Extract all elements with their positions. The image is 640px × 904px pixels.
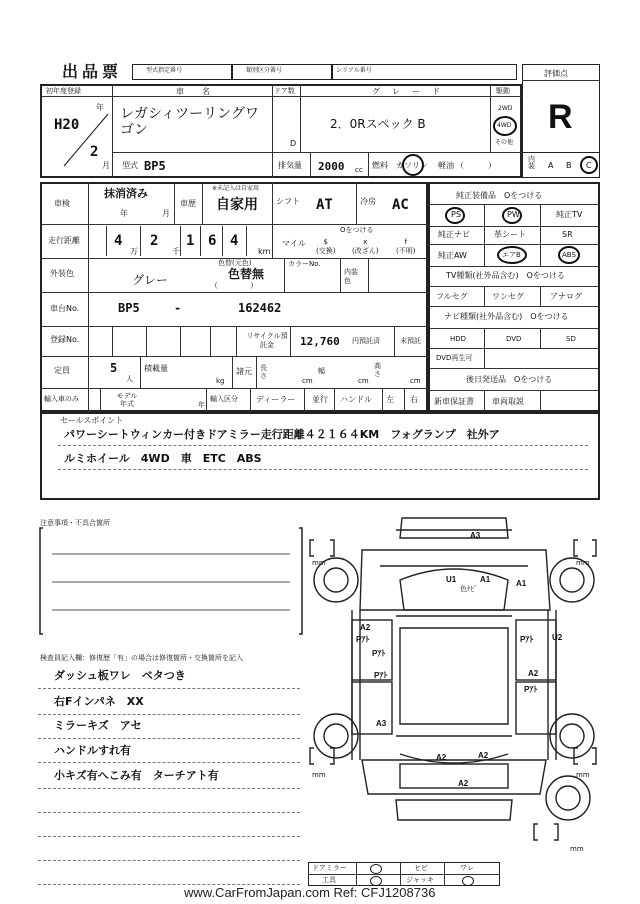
width-label: 幅: [318, 367, 325, 375]
dvd-playback: DVD再生可: [436, 354, 473, 362]
fuel-label: 燃料: [372, 161, 388, 170]
chassis-label: 車台No.: [50, 304, 80, 313]
import-label: 輸入車のみ: [44, 395, 79, 403]
ac: AC: [392, 197, 409, 213]
type-cert-label: 型式指定番号: [146, 67, 183, 74]
mileage-option-tamper: x (改ざん): [352, 238, 379, 255]
sen-unit: 千: [172, 247, 180, 256]
equip-pw-circle: [502, 207, 522, 224]
first-reg-month: 2: [90, 144, 99, 160]
car-damage-diagram: [300, 510, 600, 880]
bt-mirror: ドアミラー: [312, 864, 347, 872]
code-a2-rear-left: A2: [436, 753, 447, 762]
sales-points-line2: ルミホイール 4WD 車 ETC ABS: [64, 452, 262, 465]
interior-c-circle: [580, 156, 598, 174]
mileage-option-unknown: f (不明): [396, 238, 416, 255]
dealer-option: ディーラー: [256, 395, 296, 404]
model-year-label: モデル年式: [116, 392, 138, 408]
code-a1-right: A1: [516, 579, 527, 588]
drive-2wd: 2WD: [498, 105, 513, 112]
code-patch-right-rear: Pｱﾄ: [524, 685, 538, 694]
mm-spare: mm: [570, 845, 584, 853]
parallel-option: 並行: [312, 395, 328, 404]
handle-right: 右: [410, 395, 418, 404]
fuel-gas-circle: [402, 154, 424, 176]
nav-dvd: DVD: [506, 335, 522, 343]
equip-ps-circle: [445, 207, 465, 224]
bt-tools: 工具: [322, 876, 336, 884]
color: グレー: [132, 273, 169, 287]
mileage-options-header: Oをつける: [340, 226, 374, 234]
grade-label: グレード: [372, 87, 452, 96]
equipment-header: 純正装備品 Oをつける: [456, 191, 543, 200]
inspection-month: 月: [162, 209, 170, 218]
repaint: 色替無: [228, 267, 265, 281]
shift-label: シフト: [276, 197, 300, 206]
model: BP5: [144, 159, 166, 173]
notes-box: [38, 526, 304, 638]
first-reg-label: 初年度登録: [46, 87, 81, 95]
capacity-label: 定員: [54, 366, 70, 375]
mile-label: マイル: [282, 239, 306, 248]
month-unit: 月: [102, 161, 110, 170]
length-label: 長さ: [260, 364, 267, 380]
mileage-option-exchange: $ (交換): [316, 238, 336, 255]
load-label: 積載量: [144, 364, 168, 373]
equip-pw: PW: [507, 210, 520, 219]
equip-airbag: エアB: [502, 251, 521, 259]
model-label: 型式: [122, 161, 138, 170]
shift: AT: [316, 197, 333, 213]
km-unit: km: [258, 247, 271, 256]
code-a3-left: A3: [376, 719, 387, 728]
chassis-dash: -: [174, 301, 182, 315]
height-cm: cm: [410, 377, 421, 385]
car-name-label: 車名: [176, 87, 228, 96]
handle-label: ハンドル: [340, 395, 372, 404]
tv-header: TV種類(社外品含む) Oをつける: [446, 271, 565, 280]
first-reg-year: H20: [54, 117, 80, 133]
vehicle-use: 自家用: [216, 197, 258, 213]
mileage-digit-1: 4: [114, 233, 123, 249]
inspector-label: 検査員記入欄：修復歴「有」の場合は修復箇所・交換箇所を記入: [40, 654, 243, 662]
chassis-number: 162462: [238, 301, 282, 315]
after-manual: 車両取説: [492, 397, 524, 406]
nav-sd: SD: [566, 335, 576, 343]
car-name: レガシィツーリングワゴン: [120, 106, 259, 138]
ac-label: 冷房: [360, 197, 376, 206]
tv-analog: アナログ: [550, 292, 582, 301]
interior-b: B: [566, 161, 572, 170]
model-year-suffix: 年: [198, 401, 205, 409]
nav-hdd: HDD: [450, 335, 467, 343]
width-cm: cm: [358, 377, 369, 385]
note-line-5: 小キズ有へこみ有 ターチアト有: [54, 769, 219, 782]
recycle-unpaid: 未預託: [400, 337, 421, 345]
handle-left: 左: [386, 395, 394, 404]
code-a2-rear-bumper: A2: [458, 779, 469, 788]
interior-c: C: [586, 161, 592, 170]
reg-no-label: 登録No.: [50, 335, 80, 344]
code-a2-right-door: A2: [528, 669, 539, 678]
equip-ps: PS: [451, 210, 461, 219]
drive-other: その他: [495, 139, 514, 146]
interior-label: 内装: [528, 155, 535, 170]
bt-break: ワレ: [460, 864, 474, 872]
code-patch-left-front: Pｱﾄ: [356, 635, 370, 644]
class-label: 類別区分番号: [246, 67, 283, 74]
sales-points-label: セールスポイント: [60, 416, 124, 425]
dims-label: 諸元: [236, 367, 252, 376]
serial-label: シリアル番号: [336, 67, 372, 74]
mileage-label: 走行距離: [48, 236, 80, 245]
code-patch-left-door: Pｱﾄ: [372, 649, 386, 658]
equip-abs-circle: [558, 246, 580, 264]
reg-slash: [60, 112, 110, 168]
displacement-label: 排気量: [278, 161, 302, 170]
length-cm: cm: [302, 377, 313, 385]
mileage-digit-2: 2: [150, 233, 159, 249]
chassis-prefix: BP5: [118, 301, 140, 315]
code-patch-right-front: Pｱﾄ: [520, 635, 534, 644]
drive-label: 駆動: [496, 87, 510, 95]
inspection-value: 抹消済み: [104, 187, 148, 200]
door-label: ドア数: [274, 87, 295, 95]
displacement: 2000: [318, 160, 345, 173]
after-warranty: 新車保証書: [434, 397, 474, 406]
vehicle-use-label: 車歴: [180, 199, 196, 208]
equip-leather: 革シート: [494, 230, 526, 239]
mm-front-right: mm: [576, 559, 590, 567]
code-a2-left-front: A2: [360, 623, 371, 632]
drive-4wd: 4WD: [497, 122, 512, 129]
evaluation-score: R: [548, 98, 573, 136]
page-title: 出品票: [62, 62, 123, 81]
equip-abs: ABS: [562, 251, 576, 259]
note-line-2: 右Fインパネ XX: [54, 695, 144, 708]
cc-unit: cc: [355, 166, 363, 174]
note-line-4: ハンドルすれ有: [54, 744, 131, 757]
door-d: D: [290, 139, 297, 148]
recycle-paid: 円預託済: [352, 337, 380, 345]
vehicle-use-note: ※未記入は自家用: [212, 185, 260, 192]
bt-mirror-circle: [370, 864, 382, 874]
fuel-light: 軽油: [438, 161, 454, 170]
drive-4wd-circle: [493, 116, 517, 136]
code-a3-front: A3: [470, 531, 481, 540]
equip-tv: 純正TV: [556, 210, 583, 219]
mileage-digit-5: 4: [230, 233, 239, 249]
mileage-digit-4: 6: [208, 233, 217, 249]
inspection-year: 年: [120, 209, 128, 218]
code-u1: U1: [446, 575, 457, 584]
nav-header: ナビ種類(社外品含む) Oをつける: [444, 312, 569, 321]
bt-crack: ヒビ: [414, 864, 428, 872]
height-label: 高さ: [374, 362, 381, 378]
repaint-label: 色替(元色): [218, 259, 252, 267]
code-a2-rear-right: A2: [478, 751, 489, 760]
tv-fullseg: フルセグ: [436, 292, 468, 301]
color-label: 外装色: [50, 269, 74, 278]
recycle-label: リサイクル預託金: [246, 332, 288, 349]
code-color: 色ﾅﾋﾞ: [460, 585, 478, 593]
fuel-gas: ガソリン: [396, 161, 428, 170]
kg-unit: kg: [216, 377, 225, 385]
note-line-3: ミラーキズ アセ: [54, 719, 142, 732]
body-block: [40, 182, 428, 412]
year-unit: 年: [96, 103, 104, 112]
bt-jack: ジャッキ: [406, 876, 434, 884]
mileage-digit-3: 1: [186, 233, 195, 249]
man-unit: 万: [130, 247, 138, 256]
import-type-label: 輸入区分: [210, 395, 238, 403]
tv-oneseg: ワンセグ: [492, 292, 524, 301]
mm-rear-right: mm: [576, 771, 590, 779]
fuel-paren: （ ）: [456, 161, 496, 170]
grade: 2．0Rスペック B: [330, 117, 426, 131]
evaluation-label: 評価点: [544, 69, 568, 78]
inspection-label: 車検: [54, 199, 70, 208]
after-header: 後日発送品 Oをつける: [466, 375, 553, 384]
interior-color-label: 内装色: [344, 268, 358, 285]
capacity: 5: [110, 361, 118, 375]
person-unit: 人: [126, 375, 133, 383]
notes-label: 注意事項・不具合箇所: [40, 519, 110, 527]
equip-airbag-circle: [497, 246, 527, 264]
watermark: www.CarFromJapan.com Ref: CFJ1208736: [184, 885, 436, 900]
equip-aw: 純正AW: [438, 251, 467, 260]
repaint-paren: （ ）: [210, 281, 258, 290]
equip-sr: SR: [562, 230, 573, 239]
code-patch-left-rear: Pｱﾄ: [374, 671, 388, 680]
note-line-1: ダッシュ板ワレ ベタつき: [54, 669, 186, 682]
interior-a: A: [548, 161, 554, 170]
color-no-label: カラーNo.: [288, 260, 321, 268]
code-u2: U2: [552, 633, 563, 642]
code-a1-hood: A1: [480, 575, 491, 584]
recycle-amount: 12,760: [300, 335, 340, 348]
equip-nav: 純正ナビ: [438, 230, 470, 239]
sales-points-line1: パワーシートウィンカー付きドアミラー走行距離４２１６４KM フォグランプ 社外ア: [64, 428, 500, 441]
bt-jack-circle: [462, 876, 474, 886]
mm-rear-left: mm: [312, 771, 326, 779]
mm-front-left: mm: [312, 559, 326, 567]
